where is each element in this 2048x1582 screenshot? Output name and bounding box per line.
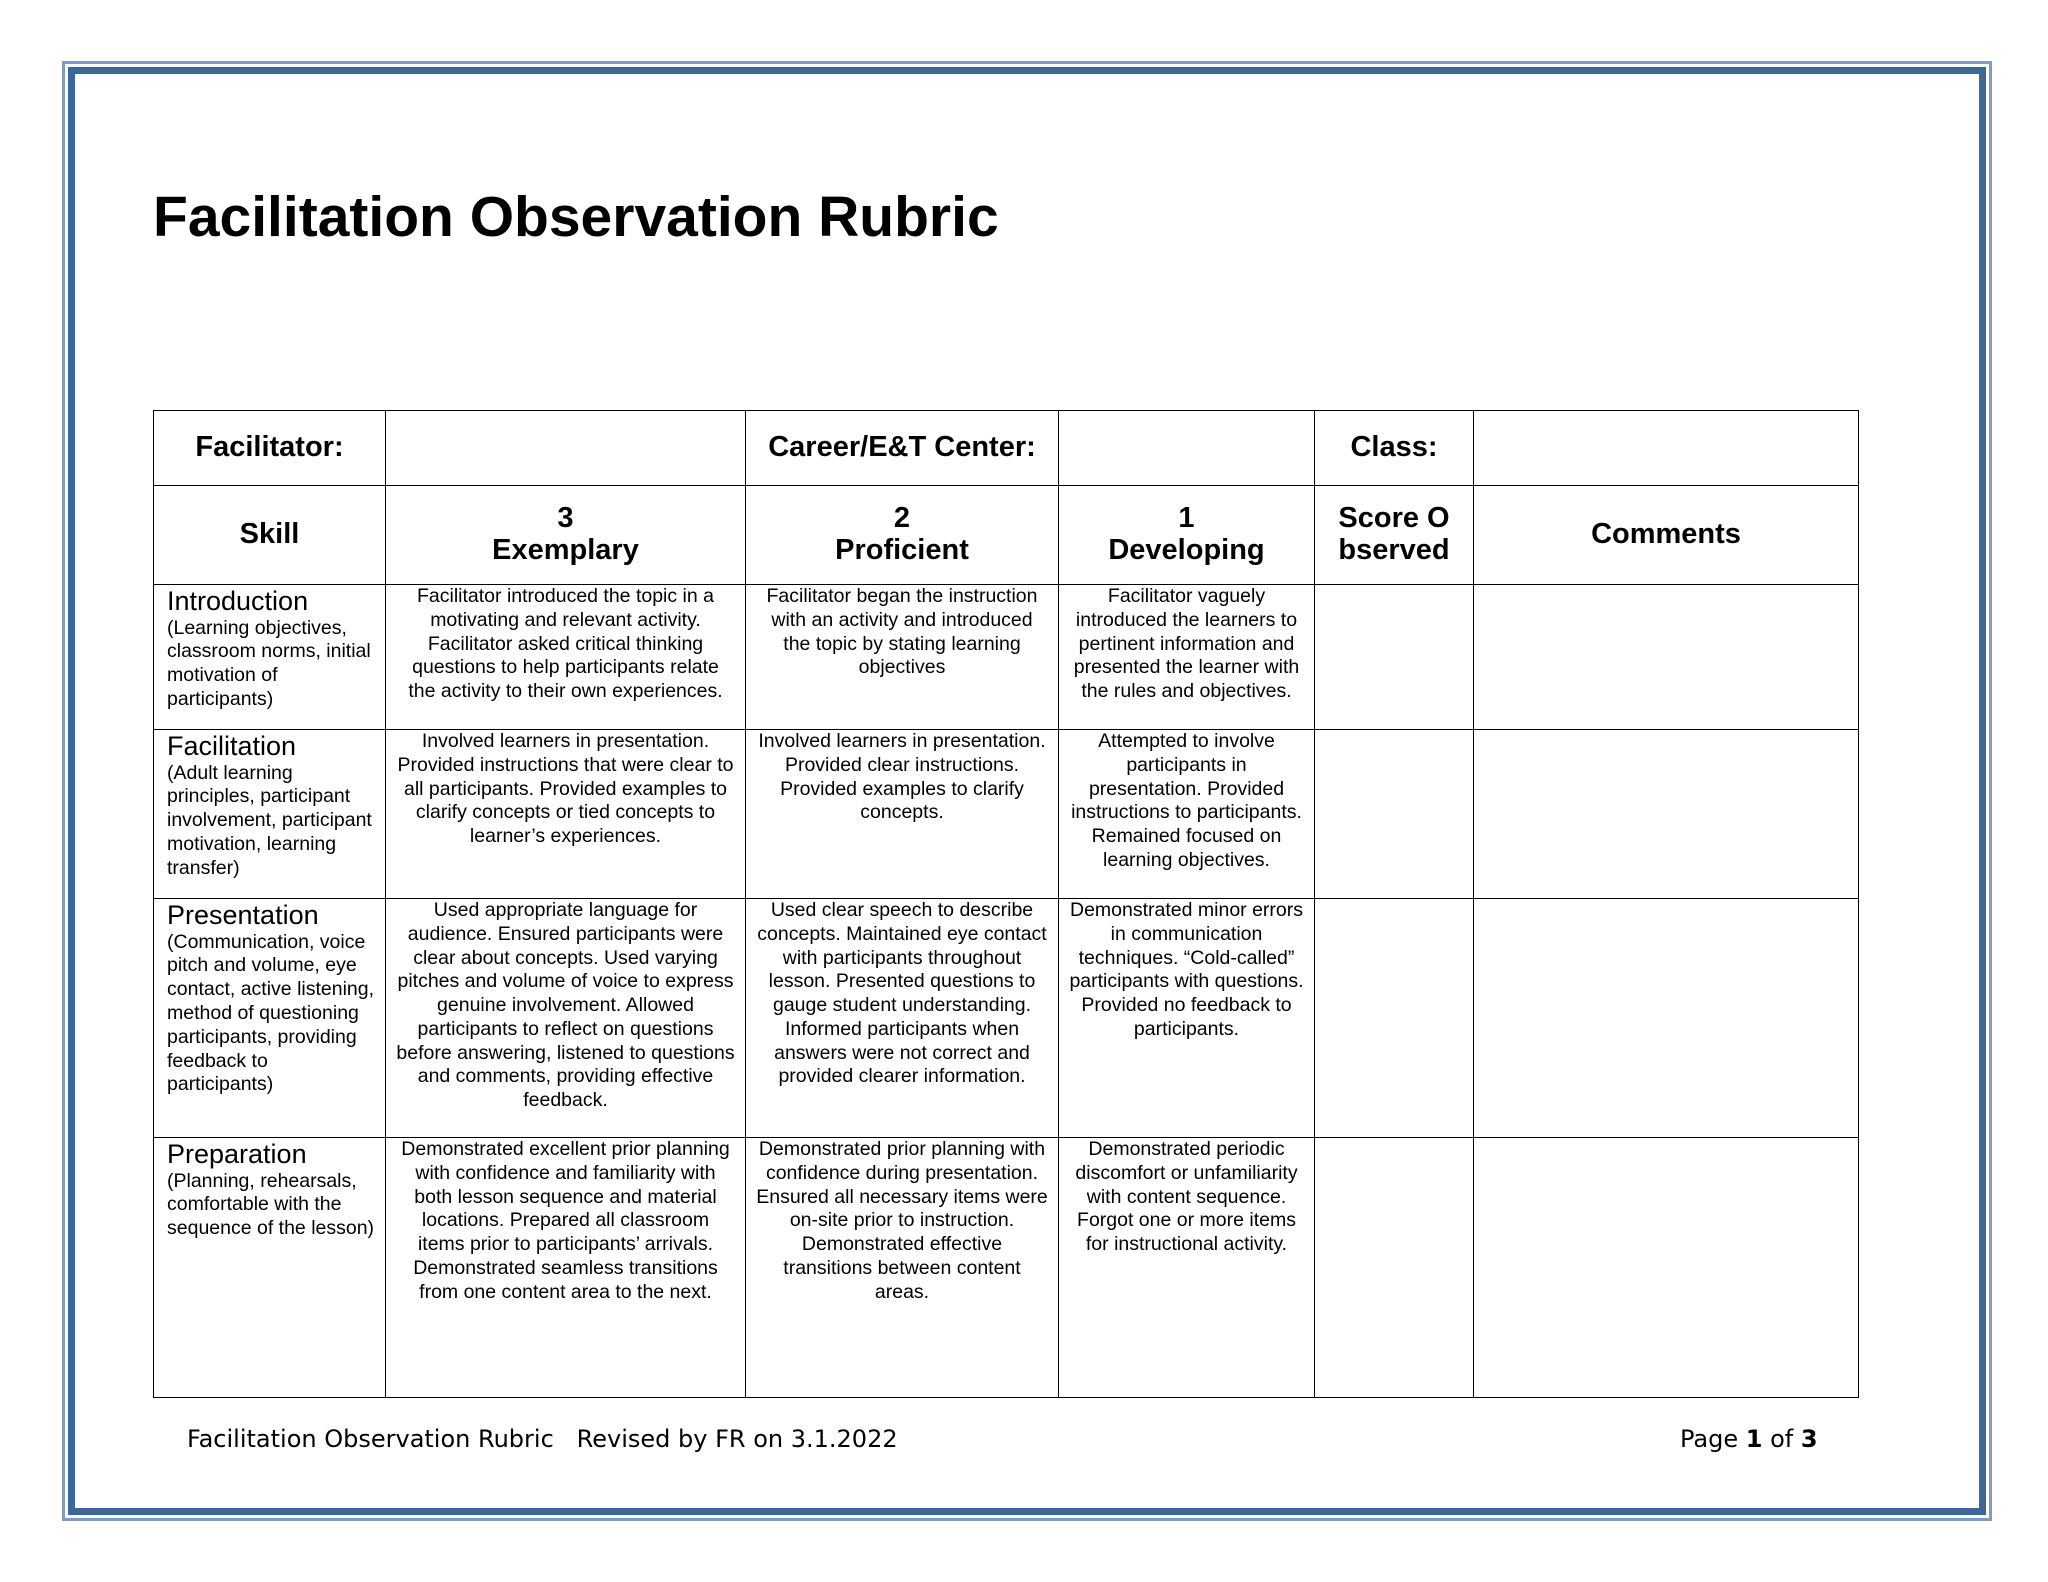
skill-header: Skill [154,486,386,585]
page-total: 3 [1800,1425,1818,1453]
table-row [154,585,1859,730]
score-cell[interactable] [1315,1138,1474,1398]
skill-cell [154,585,386,730]
proficient-label: Proficient [835,534,969,566]
table-row [154,899,1859,1138]
proficient-cell: Facilitator began the instruction with an activity and introduced the topic by stating learning objectives [746,585,1059,730]
exemplary-header [386,486,746,585]
table-row [154,730,1859,899]
proficient-score: 2 [893,502,911,535]
developing-header [1059,486,1315,585]
developing-label: Developing [1108,534,1265,566]
developing-score: 1 [1178,502,1195,535]
skill-details: (Communication, voice pitch and volume, eye contact, active listening, method of questioning participants, providing feedback to participants) [167,930,375,1096]
comments-cell[interactable] [1474,585,1859,730]
proficient-cell: Involved learners in presentation. Provided clear instructions. Provided examples to clarify concepts. [746,730,1059,899]
skill-cell [154,730,386,899]
footer-revision-note: Facilitation Observation Rubric Revised by FR on 3.1.2022 [187,1425,898,1453]
column-header-row [154,486,1859,585]
proficient-cell: Demonstrated prior planning with confidence during presentation. Ensured all necessary items were on-site prior to instruction. Demonstrated effective transitions between content areas. [746,1138,1059,1398]
score-cell[interactable] [1315,585,1474,730]
skill-cell [154,1138,386,1398]
skill-details: (Learning objectives, classroom norms, initial motivation of participants) [167,616,371,711]
developing-cell: Demonstrated minor errors in communication techniques. “Cold-called” participants with questions. Provided no feedback to participants. [1059,899,1315,1138]
center-field[interactable] [1059,411,1315,486]
document-title: Facilitation Observation Rubric [153,185,999,249]
facilitator-field[interactable] [386,411,746,486]
proficient-cell: Used clear speech to describe concepts. Maintained eye contact with participants throughout lesson. Presented questions to gauge student understanding. Informed participants when answers were not correct and provided clearer information. [746,899,1059,1138]
skill-name: Preparation [167,1139,307,1169]
skill-details: (Planning, rehearsals, comfortable with the sequence of the lesson) [167,1169,375,1240]
skill-cell [154,899,386,1138]
developing-cell: Facilitator vaguely introduced the learners to pertinent information and presented the learner with the rules and objectives. [1059,585,1315,730]
class-label: Class: [1315,411,1474,486]
center-label: Career/E&T Center: [746,411,1059,486]
score-cell[interactable] [1315,899,1474,1138]
info-row [154,411,1859,486]
class-field[interactable] [1474,411,1859,486]
exemplary-cell: Facilitator introduced the topic in a motivating and relevant activity. Facilitator asked critical thinking questions to help participants relate the activity to their own experiences. [386,585,746,730]
developing-cell: Attempted to involve participants in presentation. Provided instructions to participants. Remained focused on learning objectives. [1059,730,1315,899]
skill-name: Facilitation [167,731,297,761]
exemplary-label: Exemplary [492,534,639,566]
rubric-table [153,410,1859,1398]
comments-cell[interactable] [1474,1138,1859,1398]
footer-page-number [1680,1425,1818,1453]
proficient-header [746,486,1059,585]
exemplary-cell: Involved learners in presentation. Provided instructions that were clear to all participants. Provided examples to clarify concepts or tied concepts to learner’s experiences. [386,730,746,899]
developing-cell: Demonstrated periodic discomfort or unfamiliarity with content sequence. Forgot one or more items for instructional activity. [1059,1138,1315,1398]
page-prefix: Page [1680,1425,1739,1453]
skill-name: Presentation [167,900,319,930]
comments-header: Comments [1474,486,1859,585]
comments-cell[interactable] [1474,730,1859,899]
skill-name: Introduction [167,586,309,616]
score-observed-header: Score Observed [1315,486,1474,585]
page-current: 1 [1745,1425,1763,1453]
exemplary-score: 3 [557,502,574,535]
comments-cell[interactable] [1474,899,1859,1138]
exemplary-cell: Used appropriate language for audience. Ensured participants were clear about concepts. Used varying pitches and volume of voice to express genuine involvement. Allowed participants to reflect on questions before answering, listened to questions and comments, providing effective feedback. [386,899,746,1138]
score-cell[interactable] [1315,730,1474,899]
facilitator-label: Facilitator: [154,411,386,486]
skill-details: (Adult learning principles, participant involvement, participant motivation, learning transfer) [167,761,372,879]
page-of: of [1770,1425,1794,1453]
table-row [154,1138,1859,1398]
exemplary-cell: Demonstrated excellent prior planning with confidence and familiarity with both lesson sequence and material locations. Prepared all classroom items prior to participants’ arrivals. Demonstrated seamless transitions from one content area to the next. [386,1138,746,1398]
